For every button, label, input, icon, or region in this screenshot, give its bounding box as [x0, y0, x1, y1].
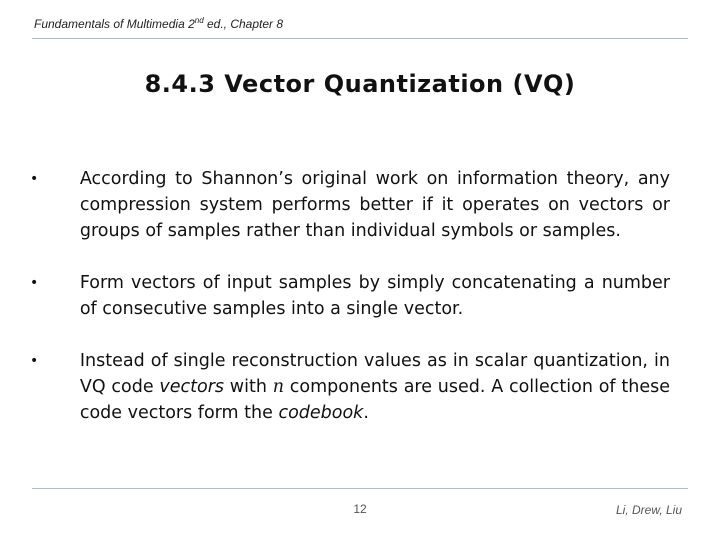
footer-divider: [32, 488, 688, 489]
bullet-text-part: components are used. A collection of these code vectors form the: [79, 377, 670, 423]
bullet-item: [30, 348, 670, 426]
math-variable: n: [272, 377, 284, 397]
bullet-text-part: with: [224, 377, 273, 397]
bullet-list: [30, 166, 670, 452]
bullet-emphasis: vectors: [159, 377, 225, 397]
slide-title: 8.4.3 Vector Quantization (VQ): [144, 70, 576, 98]
bullet-symbol: •: [30, 275, 39, 291]
header-prefix: Fundamentals of Multimedia 2: [34, 17, 195, 31]
footer-authors: Li, Drew, Liu: [615, 503, 682, 517]
bullet-symbol: •: [30, 171, 39, 187]
header-superscript: nd: [194, 16, 204, 25]
bullet-text: [80, 348, 670, 426]
slide-header: [34, 16, 283, 31]
bullet-symbol: •: [30, 353, 39, 369]
header-suffix: ed., Chapter 8: [203, 17, 284, 31]
page-number: 12: [353, 502, 367, 516]
bullet-emphasis: codebook: [278, 403, 364, 423]
bullet-item: [30, 166, 670, 244]
bullet-text-part: Instead of single reconstruction values as in scalar quantization, in VQ code: [79, 351, 670, 397]
header-divider: [32, 38, 688, 39]
bullet-text: Form vectors of input samples by simply concatenating a number of consecutive samples into a single vector.: [79, 273, 670, 319]
bullet-text: According to Shannon’s original work on information theory, any compression system performs better if it operates on vectors or groups of samples rather than individual symbols or samples.: [79, 169, 670, 241]
bullet-text-part: .: [363, 403, 369, 423]
bullet-item: [30, 270, 670, 322]
